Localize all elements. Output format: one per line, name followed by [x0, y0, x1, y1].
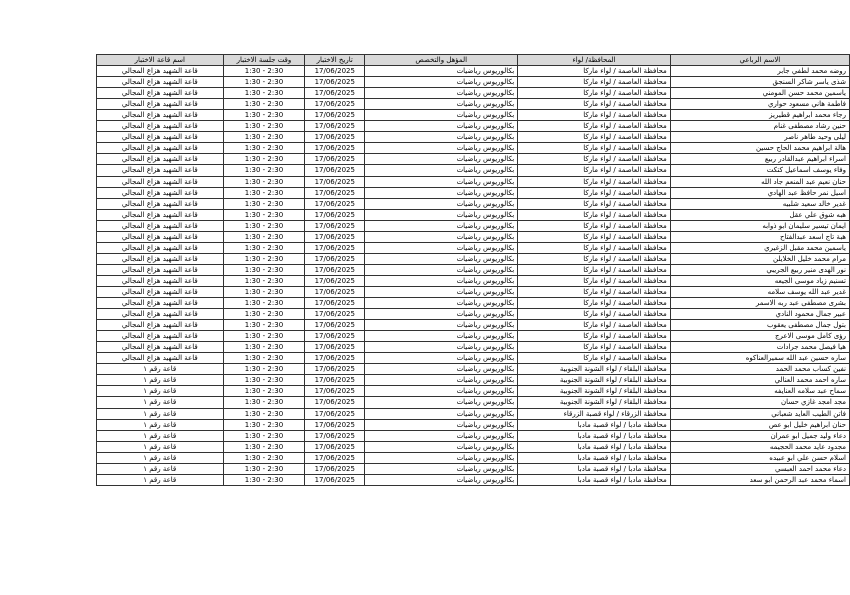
cell-governorate: محافظة العاصمة / لواء ماركا	[518, 298, 671, 309]
cell-hall-name: قاعة رقم ١	[97, 375, 224, 386]
cell-session-time: 1:30 - 2:30	[223, 430, 305, 441]
cell-hall-name: قاعة رقم ١	[97, 452, 224, 463]
cell-name: ياسمين محمد مقبل الزغيري	[670, 242, 849, 253]
cell-name: ساره حسين عبد الله سميرالعناكوه	[670, 353, 849, 364]
cell-qualification: بكالوريوس رياضيات	[365, 99, 518, 110]
cell-name: رجاء محمد ابراهيم قطيريز	[670, 110, 849, 121]
cell-qualification: بكالوريوس رياضيات	[365, 408, 518, 419]
cell-session-time: 1:30 - 2:30	[223, 154, 305, 165]
cell-qualification: بكالوريوس رياضيات	[365, 264, 518, 275]
cell-governorate: محافظة العاصمة / لواء ماركا	[518, 220, 671, 231]
cell-governorate: محافظة العاصمة / لواء ماركا	[518, 309, 671, 320]
cell-name: مجد امجد غازي حسان	[670, 397, 849, 408]
cell-name: هبه شوق علي عقل	[670, 209, 849, 220]
cell-name: هبة تاج اسعد عبدالفتاح	[670, 231, 849, 242]
cell-exam-date: 17/06/2025	[305, 430, 365, 441]
cell-governorate: محافظة مادبا / لواء قصبة مادبا	[518, 419, 671, 430]
cell-name: اسماء محمد عبد الرحمن ابو سعد	[670, 474, 849, 485]
cell-governorate: محافظة مادبا / لواء قصبة مادبا	[518, 474, 671, 485]
cell-name: حنان نعيم عبد المنعم جاد الله	[670, 176, 849, 187]
cell-qualification: بكالوريوس رياضيات	[365, 198, 518, 209]
table-row	[97, 430, 850, 441]
cell-hall-name: قاعة رقم ١	[97, 474, 224, 485]
cell-governorate: محافظة العاصمة / لواء ماركا	[518, 110, 671, 121]
table-row	[97, 165, 850, 176]
cell-governorate: محافظة البلقاء / لواء الشونة الجنوبية	[518, 386, 671, 397]
cell-qualification: بكالوريوس رياضيات	[365, 231, 518, 242]
table-row	[97, 176, 850, 187]
cell-hall-name: قاعة الشهيد هزاع المجالي	[97, 143, 224, 154]
table-row	[97, 342, 850, 353]
cell-exam-date: 17/06/2025	[305, 386, 365, 397]
cell-session-time: 1:30 - 2:30	[223, 298, 305, 309]
cell-hall-name: قاعة الشهيد هزاع المجالي	[97, 209, 224, 220]
cell-hall-name: قاعة الشهيد هزاع المجالي	[97, 286, 224, 297]
cell-name: عبير جمال محمود النادي	[670, 309, 849, 320]
cell-name: وفاء يوسف اسماعيل كتكت	[670, 165, 849, 176]
cell-governorate: محافظة العاصمة / لواء ماركا	[518, 253, 671, 264]
cell-session-time: 1:30 - 2:30	[223, 209, 305, 220]
cell-governorate: محافظة البلقاء / لواء الشونة الجنوبية	[518, 364, 671, 375]
cell-session-time: 1:30 - 2:30	[223, 397, 305, 408]
table-row	[97, 264, 850, 275]
cell-hall-name: قاعة الشهيد هزاع المجالي	[97, 198, 224, 209]
table-row	[97, 121, 850, 132]
cell-exam-date: 17/06/2025	[305, 176, 365, 187]
cell-name: رؤى كامل موسى الاعرج	[670, 331, 849, 342]
cell-session-time: 1:30 - 2:30	[223, 342, 305, 353]
cell-exam-date: 17/06/2025	[305, 397, 365, 408]
cell-qualification: بكالوريوس رياضيات	[365, 187, 518, 198]
table-row	[97, 154, 850, 165]
cell-exam-date: 17/06/2025	[305, 242, 365, 253]
header-hall-name: اسم قاعة الاختبار	[97, 55, 224, 66]
cell-governorate: محافظة العاصمة / لواء ماركا	[518, 320, 671, 331]
cell-qualification: بكالوريوس رياضيات	[365, 275, 518, 286]
table-row	[97, 298, 850, 309]
cell-qualification: بكالوريوس رياضيات	[365, 298, 518, 309]
cell-exam-date: 17/06/2025	[305, 121, 365, 132]
cell-governorate: محافظة العاصمة / لواء ماركا	[518, 176, 671, 187]
cell-qualification: بكالوريوس رياضيات	[365, 342, 518, 353]
header-row	[97, 55, 850, 66]
cell-governorate: محافظة العاصمة / لواء ماركا	[518, 132, 671, 143]
cell-exam-date: 17/06/2025	[305, 463, 365, 474]
cell-governorate: محافظة العاصمة / لواء ماركا	[518, 99, 671, 110]
cell-hall-name: قاعة رقم ١	[97, 397, 224, 408]
cell-name: اسراء ابراهيم عبدالقادر ربيع	[670, 154, 849, 165]
cell-hall-name: قاعة الشهيد هزاع المجالي	[97, 231, 224, 242]
table-row	[97, 209, 850, 220]
cell-exam-date: 17/06/2025	[305, 298, 365, 309]
cell-exam-date: 17/06/2025	[305, 342, 365, 353]
cell-qualification: بكالوريوس رياضيات	[365, 463, 518, 474]
table-row	[97, 331, 850, 342]
cell-qualification: بكالوريوس رياضيات	[365, 452, 518, 463]
cell-name: نور الهدى منير ربيع الجريبي	[670, 264, 849, 275]
cell-qualification: بكالوريوس رياضيات	[365, 220, 518, 231]
cell-name: فاتن الطيب العايد شعباني	[670, 408, 849, 419]
cell-name: ايمان تيسير سليمان ابو ذوابه	[670, 220, 849, 231]
cell-qualification: بكالوريوس رياضيات	[365, 132, 518, 143]
cell-governorate: محافظة مادبا / لواء قصبة مادبا	[518, 430, 671, 441]
cell-qualification: بكالوريوس رياضيات	[365, 331, 518, 342]
cell-qualification: بكالوريوس رياضيات	[365, 397, 518, 408]
cell-name: دعاء محمد احمد العبسي	[670, 463, 849, 474]
cell-name: هيا فيصل محمد جرادات	[670, 342, 849, 353]
cell-session-time: 1:30 - 2:30	[223, 408, 305, 419]
cell-session-time: 1:30 - 2:30	[223, 264, 305, 275]
cell-governorate: محافظة العاصمة / لواء ماركا	[518, 154, 671, 165]
cell-qualification: بكالوريوس رياضيات	[365, 110, 518, 121]
cell-hall-name: قاعة الشهيد هزاع المجالي	[97, 298, 224, 309]
cell-session-time: 1:30 - 2:30	[223, 165, 305, 176]
cell-governorate: محافظة العاصمة / لواء ماركا	[518, 209, 671, 220]
table-row	[97, 242, 850, 253]
header-session-time: وقت جلسة الاختبار	[223, 55, 305, 66]
cell-exam-date: 17/06/2025	[305, 419, 365, 430]
cell-governorate: محافظة العاصمة / لواء ماركا	[518, 275, 671, 286]
cell-hall-name: قاعة الشهيد هزاع المجالي	[97, 220, 224, 231]
cell-name: تسنيم زياد موسى الجيعه	[670, 275, 849, 286]
cell-session-time: 1:30 - 2:30	[223, 364, 305, 375]
cell-hall-name: قاعة الشهيد هزاع المجالي	[97, 320, 224, 331]
cell-hall-name: قاعة رقم ١	[97, 386, 224, 397]
cell-qualification: بكالوريوس رياضيات	[365, 430, 518, 441]
cell-governorate: محافظة الزرقاء / لواء قصبة الزرقاء	[518, 408, 671, 419]
cell-name: بتول جمال مصطفى يعقوب	[670, 320, 849, 331]
cell-hall-name: قاعة الشهيد هزاع المجالي	[97, 88, 224, 99]
cell-name: حنين رشاد مصطفى غنام	[670, 121, 849, 132]
cell-exam-date: 17/06/2025	[305, 286, 365, 297]
cell-session-time: 1:30 - 2:30	[223, 253, 305, 264]
cell-name: نفين كساب محمد الحمد	[670, 364, 849, 375]
table-row	[97, 253, 850, 264]
cell-governorate: محافظة العاصمة / لواء ماركا	[518, 231, 671, 242]
cell-qualification: بكالوريوس رياضيات	[365, 209, 518, 220]
cell-qualification: بكالوريوس رياضيات	[365, 253, 518, 264]
cell-hall-name: قاعة رقم ١	[97, 419, 224, 430]
cell-governorate: محافظة البلقاء / لواء الشونة الجنوبية	[518, 375, 671, 386]
cell-session-time: 1:30 - 2:30	[223, 77, 305, 88]
table-row	[97, 353, 850, 364]
cell-name: ساره احمد محمد العنالي	[670, 375, 849, 386]
table-row	[97, 441, 850, 452]
cell-qualification: بكالوريوس رياضيات	[365, 309, 518, 320]
cell-exam-date: 17/06/2025	[305, 187, 365, 198]
cell-governorate: محافظة مادبا / لواء قصبة مادبا	[518, 452, 671, 463]
cell-exam-date: 17/06/2025	[305, 364, 365, 375]
cell-exam-date: 17/06/2025	[305, 154, 365, 165]
cell-session-time: 1:30 - 2:30	[223, 187, 305, 198]
cell-exam-date: 17/06/2025	[305, 88, 365, 99]
cell-governorate: محافظة العاصمة / لواء ماركا	[518, 143, 671, 154]
cell-qualification: بكالوريوس رياضيات	[365, 375, 518, 386]
table-row	[97, 397, 850, 408]
table-row	[97, 88, 850, 99]
table-row	[97, 132, 850, 143]
header-exam-date: تاريخ الاختبار	[305, 55, 365, 66]
cell-session-time: 1:30 - 2:30	[223, 331, 305, 342]
table-row	[97, 309, 850, 320]
cell-session-time: 1:30 - 2:30	[223, 99, 305, 110]
cell-session-time: 1:30 - 2:30	[223, 143, 305, 154]
cell-hall-name: قاعة الشهيد هزاع المجالي	[97, 110, 224, 121]
cell-session-time: 1:30 - 2:30	[223, 275, 305, 286]
cell-hall-name: قاعة الشهيد هزاع المجالي	[97, 121, 224, 132]
cell-hall-name: قاعة الشهيد هزاع المجالي	[97, 187, 224, 198]
cell-hall-name: قاعة الشهيد هزاع المجالي	[97, 132, 224, 143]
table-row	[97, 66, 850, 77]
cell-session-time: 1:30 - 2:30	[223, 320, 305, 331]
cell-name: روضه محمد لطفي جابر	[670, 66, 849, 77]
cell-exam-date: 17/06/2025	[305, 408, 365, 419]
cell-session-time: 1:30 - 2:30	[223, 176, 305, 187]
table-row	[97, 220, 850, 231]
cell-exam-date: 17/06/2025	[305, 77, 365, 88]
cell-session-time: 1:30 - 2:30	[223, 353, 305, 364]
cell-exam-date: 17/06/2025	[305, 99, 365, 110]
cell-session-time: 1:30 - 2:30	[223, 386, 305, 397]
table-row	[97, 375, 850, 386]
header-name: الاسم الرباعي	[670, 55, 849, 66]
cell-hall-name: قاعة الشهيد هزاع المجالي	[97, 353, 224, 364]
cell-qualification: بكالوريوس رياضيات	[365, 165, 518, 176]
cell-name: شذى ياسر شاكر السنجق	[670, 77, 849, 88]
cell-exam-date: 17/06/2025	[305, 220, 365, 231]
cell-session-time: 1:30 - 2:30	[223, 375, 305, 386]
cell-qualification: بكالوريوس رياضيات	[365, 77, 518, 88]
cell-governorate: محافظة العاصمة / لواء ماركا	[518, 77, 671, 88]
cell-governorate: محافظة مادبا / لواء قصبة مادبا	[518, 463, 671, 474]
table-row	[97, 99, 850, 110]
table-row	[97, 419, 850, 430]
header-governorate: المحافظة/ لواء	[518, 55, 671, 66]
cell-session-time: 1:30 - 2:30	[223, 452, 305, 463]
cell-session-time: 1:30 - 2:30	[223, 242, 305, 253]
cell-name: ياسمين محمد حسن المومني	[670, 88, 849, 99]
cell-session-time: 1:30 - 2:30	[223, 441, 305, 452]
table-body	[97, 66, 850, 486]
cell-session-time: 1:30 - 2:30	[223, 110, 305, 121]
cell-governorate: محافظة العاصمة / لواء ماركا	[518, 165, 671, 176]
cell-hall-name: قاعة الشهيد هزاع المجالي	[97, 77, 224, 88]
cell-governorate: محافظة العاصمة / لواء ماركا	[518, 242, 671, 253]
cell-name: اسيل نمر حافظ عبد الهادي	[670, 187, 849, 198]
cell-session-time: 1:30 - 2:30	[223, 286, 305, 297]
cell-hall-name: قاعة الشهيد هزاع المجالي	[97, 331, 224, 342]
cell-session-time: 1:30 - 2:30	[223, 88, 305, 99]
cell-name: بشرى مصطفى عبد ربه الاسمر	[670, 298, 849, 309]
table-row	[97, 408, 850, 419]
cell-exam-date: 17/06/2025	[305, 110, 365, 121]
cell-exam-date: 17/06/2025	[305, 309, 365, 320]
cell-hall-name: قاعة الشهيد هزاع المجالي	[97, 275, 224, 286]
cell-session-time: 1:30 - 2:30	[223, 66, 305, 77]
cell-name: مرام محمد خليل الخلايلن	[670, 253, 849, 264]
cell-hall-name: قاعة الشهيد هزاع المجالي	[97, 154, 224, 165]
cell-qualification: بكالوريوس رياضيات	[365, 66, 518, 77]
table-row	[97, 386, 850, 397]
cell-governorate: محافظة العاصمة / لواء ماركا	[518, 88, 671, 99]
cell-exam-date: 17/06/2025	[305, 143, 365, 154]
cell-governorate: محافظة العاصمة / لواء ماركا	[518, 187, 671, 198]
cell-exam-date: 17/06/2025	[305, 231, 365, 242]
cell-hall-name: قاعة رقم ١	[97, 408, 224, 419]
cell-exam-date: 17/06/2025	[305, 353, 365, 364]
cell-hall-name: قاعة الشهيد هزاع المجالي	[97, 342, 224, 353]
cell-governorate: محافظة العاصمة / لواء ماركا	[518, 66, 671, 77]
cell-exam-date: 17/06/2025	[305, 375, 365, 386]
cell-qualification: بكالوريوس رياضيات	[365, 121, 518, 132]
cell-hall-name: قاعة رقم ١	[97, 364, 224, 375]
cell-exam-date: 17/06/2025	[305, 66, 365, 77]
cell-hall-name: قاعة رقم ١	[97, 441, 224, 452]
cell-governorate: محافظة العاصمة / لواء ماركا	[518, 198, 671, 209]
cell-qualification: بكالوريوس رياضيات	[365, 441, 518, 452]
cell-governorate: محافظة البلقاء / لواء الشونة الجنوبية	[518, 397, 671, 408]
cell-qualification: بكالوريوس رياضيات	[365, 364, 518, 375]
cell-hall-name: قاعة الشهيد هزاع المجالي	[97, 253, 224, 264]
cell-session-time: 1:30 - 2:30	[223, 198, 305, 209]
cell-governorate: محافظة العاصمة / لواء ماركا	[518, 264, 671, 275]
cell-name: دعاء وليد جميل ابو عمران	[670, 430, 849, 441]
table-row	[97, 463, 850, 474]
cell-session-time: 1:30 - 2:30	[223, 121, 305, 132]
table-row	[97, 286, 850, 297]
table-row	[97, 364, 850, 375]
cell-name: مجدود عايد محمد الحجيمه	[670, 441, 849, 452]
cell-qualification: بكالوريوس رياضيات	[365, 320, 518, 331]
cell-hall-name: قاعة الشهيد هزاع المجالي	[97, 242, 224, 253]
cell-exam-date: 17/06/2025	[305, 198, 365, 209]
cell-qualification: بكالوريوس رياضيات	[365, 88, 518, 99]
cell-session-time: 1:30 - 2:30	[223, 231, 305, 242]
cell-exam-date: 17/06/2025	[305, 474, 365, 485]
cell-exam-date: 17/06/2025	[305, 331, 365, 342]
cell-session-time: 1:30 - 2:30	[223, 474, 305, 485]
cell-hall-name: قاعة رقم ١	[97, 463, 224, 474]
cell-hall-name: قاعة الشهيد هزاع المجالي	[97, 66, 224, 77]
table-row	[97, 320, 850, 331]
cell-name: اسلام حسن علي ابو عبيده	[670, 452, 849, 463]
cell-hall-name: قاعة الشهيد هزاع المجالي	[97, 176, 224, 187]
cell-qualification: بكالوريوس رياضيات	[365, 386, 518, 397]
cell-governorate: محافظة العاصمة / لواء ماركا	[518, 121, 671, 132]
exam-schedule-table	[96, 54, 850, 486]
table-row	[97, 275, 850, 286]
cell-qualification: بكالوريوس رياضيات	[365, 353, 518, 364]
cell-name: حنان ابراهيم خليل ابو عص	[670, 419, 849, 430]
table-row	[97, 110, 850, 121]
cell-governorate: محافظة العاصمة / لواء ماركا	[518, 353, 671, 364]
cell-name: فاطمة هاني مسعود حواري	[670, 99, 849, 110]
table-row	[97, 452, 850, 463]
cell-exam-date: 17/06/2025	[305, 320, 365, 331]
cell-qualification: بكالوريوس رياضيات	[365, 154, 518, 165]
cell-exam-date: 17/06/2025	[305, 275, 365, 286]
cell-hall-name: قاعة الشهيد هزاع المجالي	[97, 309, 224, 320]
cell-exam-date: 17/06/2025	[305, 264, 365, 275]
cell-governorate: محافظة مادبا / لواء قصبة مادبا	[518, 441, 671, 452]
cell-governorate: محافظة العاصمة / لواء ماركا	[518, 342, 671, 353]
header-qualification: المؤهل والتخصص	[365, 55, 518, 66]
cell-name: سماح عبد سلامه العنايفه	[670, 386, 849, 397]
cell-name: ليلى وحيد طاهر ناصر	[670, 132, 849, 143]
cell-exam-date: 17/06/2025	[305, 165, 365, 176]
cell-exam-date: 17/06/2025	[305, 253, 365, 264]
table-row	[97, 187, 850, 198]
cell-exam-date: 17/06/2025	[305, 452, 365, 463]
cell-name: هالة ابراهيم محمد الحاج حسين	[670, 143, 849, 154]
cell-session-time: 1:30 - 2:30	[223, 463, 305, 474]
cell-hall-name: قاعة الشهيد هزاع المجالي	[97, 264, 224, 275]
cell-qualification: بكالوريوس رياضيات	[365, 419, 518, 430]
cell-qualification: بكالوريوس رياضيات	[365, 143, 518, 154]
cell-qualification: بكالوريوس رياضيات	[365, 242, 518, 253]
cell-qualification: بكالوريوس رياضيات	[365, 286, 518, 297]
table-row	[97, 474, 850, 485]
cell-exam-date: 17/06/2025	[305, 441, 365, 452]
table-row	[97, 143, 850, 154]
cell-name: غدير عبد الله يوسف سلامه	[670, 286, 849, 297]
table-row	[97, 231, 850, 242]
cell-session-time: 1:30 - 2:30	[223, 309, 305, 320]
cell-governorate: محافظة العاصمة / لواء ماركا	[518, 286, 671, 297]
cell-hall-name: قاعة الشهيد هزاع المجالي	[97, 165, 224, 176]
table-row	[97, 198, 850, 209]
cell-exam-date: 17/06/2025	[305, 132, 365, 143]
cell-qualification: بكالوريوس رياضيات	[365, 474, 518, 485]
cell-hall-name: قاعة رقم ١	[97, 430, 224, 441]
cell-session-time: 1:30 - 2:30	[223, 220, 305, 231]
cell-name: غدير خالد سعيد شلبيه	[670, 198, 849, 209]
cell-session-time: 1:30 - 2:30	[223, 419, 305, 430]
cell-qualification: بكالوريوس رياضيات	[365, 176, 518, 187]
cell-hall-name: قاعة الشهيد هزاع المجالي	[97, 99, 224, 110]
table-row	[97, 77, 850, 88]
cell-exam-date: 17/06/2025	[305, 209, 365, 220]
cell-governorate: محافظة العاصمة / لواء ماركا	[518, 331, 671, 342]
cell-session-time: 1:30 - 2:30	[223, 132, 305, 143]
